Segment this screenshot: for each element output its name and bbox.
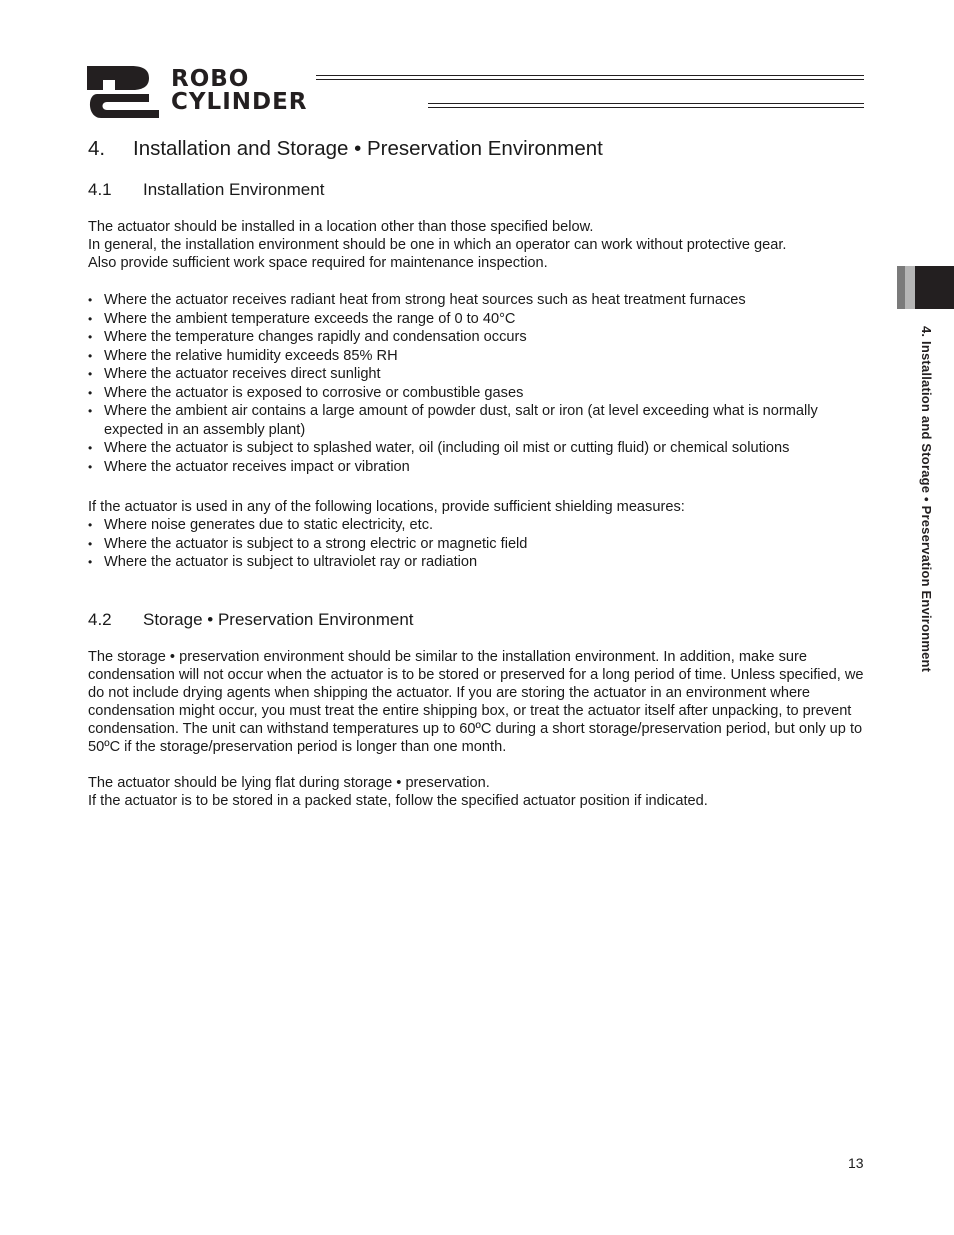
storage-text: The storage • preservation environment should be similar to the installation environment. In addition, make sure condensation will not occur when the actuator is to be stored or preserved for a long period of time. Unless specified, we do not include drying agents when shipping the actuator. If you are storing the actuator in an environment where condensation might occur, you must treat the entire shipping box, or treat the actuator itself after unpacking, to prevent condensation. The unit can withstand temperatures up to 60ºC during a short storage/preservation period, but only up to 50ºC if the storage/preservation period is longer than one month. — [88, 649, 864, 755]
shielding-block — [88, 498, 873, 572]
chapter-heading — [88, 137, 603, 161]
rc-logo-mark — [87, 66, 159, 118]
list-item: • Where noise generates due to static electricity, etc. — [88, 516, 873, 535]
storage-closing — [88, 774, 873, 810]
section-number: 4.2 — [88, 610, 112, 629]
list-item: • Where the actuator is subject to splashed water, oil (including oil mist or cutting fluid) or chemical solutions — [88, 439, 873, 458]
closing-line: The actuator should be lying flat during storage • preservation. — [88, 775, 490, 791]
header-rule — [316, 79, 864, 80]
chapter-number: 4. — [88, 137, 106, 160]
intro-line: In general, the installation environment should be one in which an operator can work without protective gear. — [88, 237, 787, 253]
installation-intro — [88, 218, 873, 272]
robo-cylinder-logo — [87, 66, 867, 118]
logo-line-cylinder: CYLINDER — [171, 89, 308, 115]
list-item: • Where the temperature changes rapidly and condensation occurs — [88, 328, 873, 347]
shielding-intro: If the actuator is used in any of the following locations, provide sufficient shielding measures: — [88, 499, 685, 515]
list-item: • Where the relative humidity exceeds 85% RH — [88, 347, 873, 366]
chapter-side-tab — [897, 266, 954, 309]
closing-line: If the actuator is to be stored in a packed state, follow the specified actuator position if indicated. — [88, 793, 708, 809]
header-rule — [428, 103, 864, 104]
list-item: • Where the ambient temperature exceeds the range of 0 to 40°C — [88, 310, 873, 329]
avoid-locations-list — [88, 291, 873, 476]
section-heading-4-1 — [88, 180, 324, 200]
section-heading-4-2 — [88, 610, 414, 630]
list-item: • Where the actuator is subject to a strong electric or magnetic field — [88, 535, 873, 554]
tab-stripe — [897, 266, 905, 309]
intro-line: The actuator should be installed in a location other than those specified below. — [88, 219, 594, 235]
section-number: 4.1 — [88, 180, 112, 199]
tab-stripe — [905, 266, 915, 309]
header-rule — [316, 75, 864, 76]
list-item: • Where the actuator is subject to ultraviolet ray or radiation — [88, 553, 873, 572]
list-item: • Where the ambient air contains a large amount of powder dust, salt or iron (at level exceeding what is normally expected in an assembly plant) — [88, 402, 873, 439]
list-item: • Where the actuator receives radiant heat from strong heat sources such as heat treatment furnaces — [88, 291, 873, 310]
page-number: 13 — [848, 1155, 864, 1171]
list-item: • Where the actuator receives impact or vibration — [88, 458, 873, 477]
section-title: Storage • Preservation Environment — [143, 610, 414, 629]
intro-line: Also provide sufficient work space required for maintenance inspection. — [88, 255, 548, 271]
tab-block — [915, 266, 954, 309]
side-chapter-label: 4. Installation and Storage • Preservation Environment — [919, 326, 934, 673]
header-rule — [428, 107, 864, 108]
logo-line-robo: ROBO — [171, 66, 250, 92]
section-title: Installation Environment — [143, 180, 325, 199]
list-item: • Where the actuator is exposed to corrosive or combustible gases — [88, 384, 873, 403]
list-item: • Where the actuator receives direct sunlight — [88, 365, 873, 384]
storage-paragraph — [88, 648, 873, 756]
chapter-title: Installation and Storage • Preservation Environment — [133, 137, 603, 160]
